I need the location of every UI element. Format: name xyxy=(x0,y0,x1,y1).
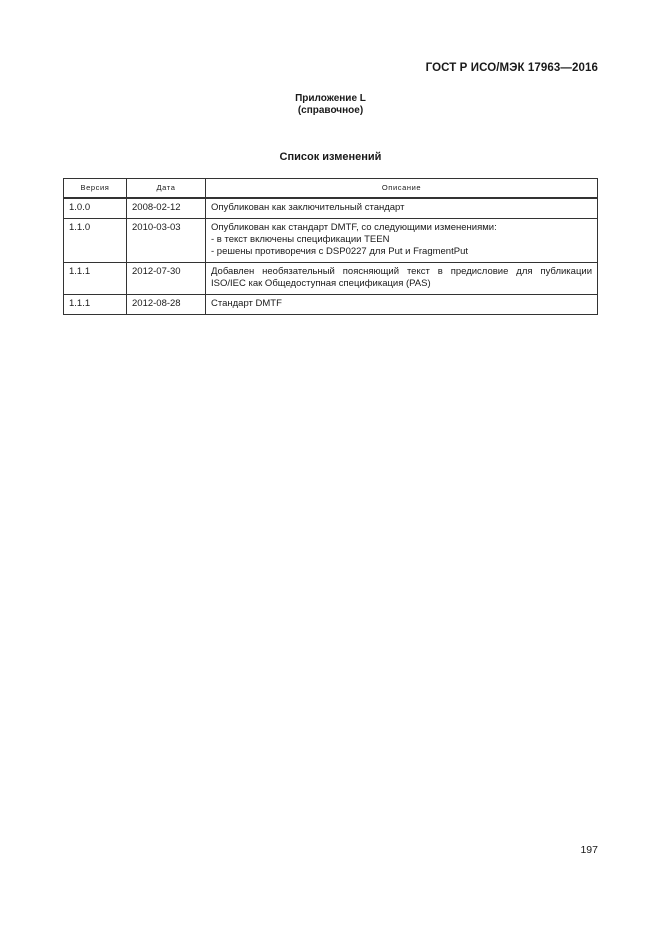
cell-version: 1.0.0 xyxy=(64,198,127,219)
annex-subtitle: (справочное) xyxy=(297,105,364,116)
cell-version: 1.1.1 xyxy=(64,295,127,315)
table-row xyxy=(64,263,598,295)
description-line: - в текст включены спецификации TEEN xyxy=(211,234,390,245)
cell-date: 2008-02-12 xyxy=(127,198,206,219)
cell-date: 2010-03-03 xyxy=(127,219,206,263)
cell-description xyxy=(206,198,598,219)
annex-title: Приложение L xyxy=(295,93,366,104)
cell-date: 2012-07-30 xyxy=(127,263,206,295)
column-header-version: Версия xyxy=(64,179,127,199)
page-number: 197 xyxy=(580,844,598,856)
description-line: Стандарт DMTF xyxy=(211,298,282,309)
cell-version: 1.1.1 xyxy=(64,263,127,295)
table-row xyxy=(64,198,598,219)
cell-version: 1.1.0 xyxy=(64,219,127,263)
table-header-row xyxy=(64,179,598,199)
cell-description xyxy=(206,219,598,263)
description-line: - решены противоречия с DSP0227 для Put и FragmentPut xyxy=(211,246,468,257)
description-line: Опубликован как заключительный стандарт xyxy=(211,202,405,213)
section-title: Список изменений xyxy=(279,151,382,163)
column-header-description: Описание xyxy=(206,179,598,199)
annex-heading xyxy=(0,93,661,117)
table-row xyxy=(64,219,598,263)
table-row xyxy=(64,295,598,315)
column-header-date: Дата xyxy=(127,179,206,199)
description-line: Добавлен необязательный поясняющий текст в предисловие для публикации ISO/IEC как Общедоступная спецификация (PAS) xyxy=(211,266,592,289)
cell-date: 2012-08-28 xyxy=(127,295,206,315)
description-line: Опубликован как стандарт DMTF, со следующими изменениями: xyxy=(211,222,497,233)
cell-description xyxy=(206,263,598,295)
document-header-standard: ГОСТ Р ИСО/МЭК 17963—2016 xyxy=(425,62,598,74)
cell-description xyxy=(206,295,598,315)
change-history-table xyxy=(63,178,598,315)
